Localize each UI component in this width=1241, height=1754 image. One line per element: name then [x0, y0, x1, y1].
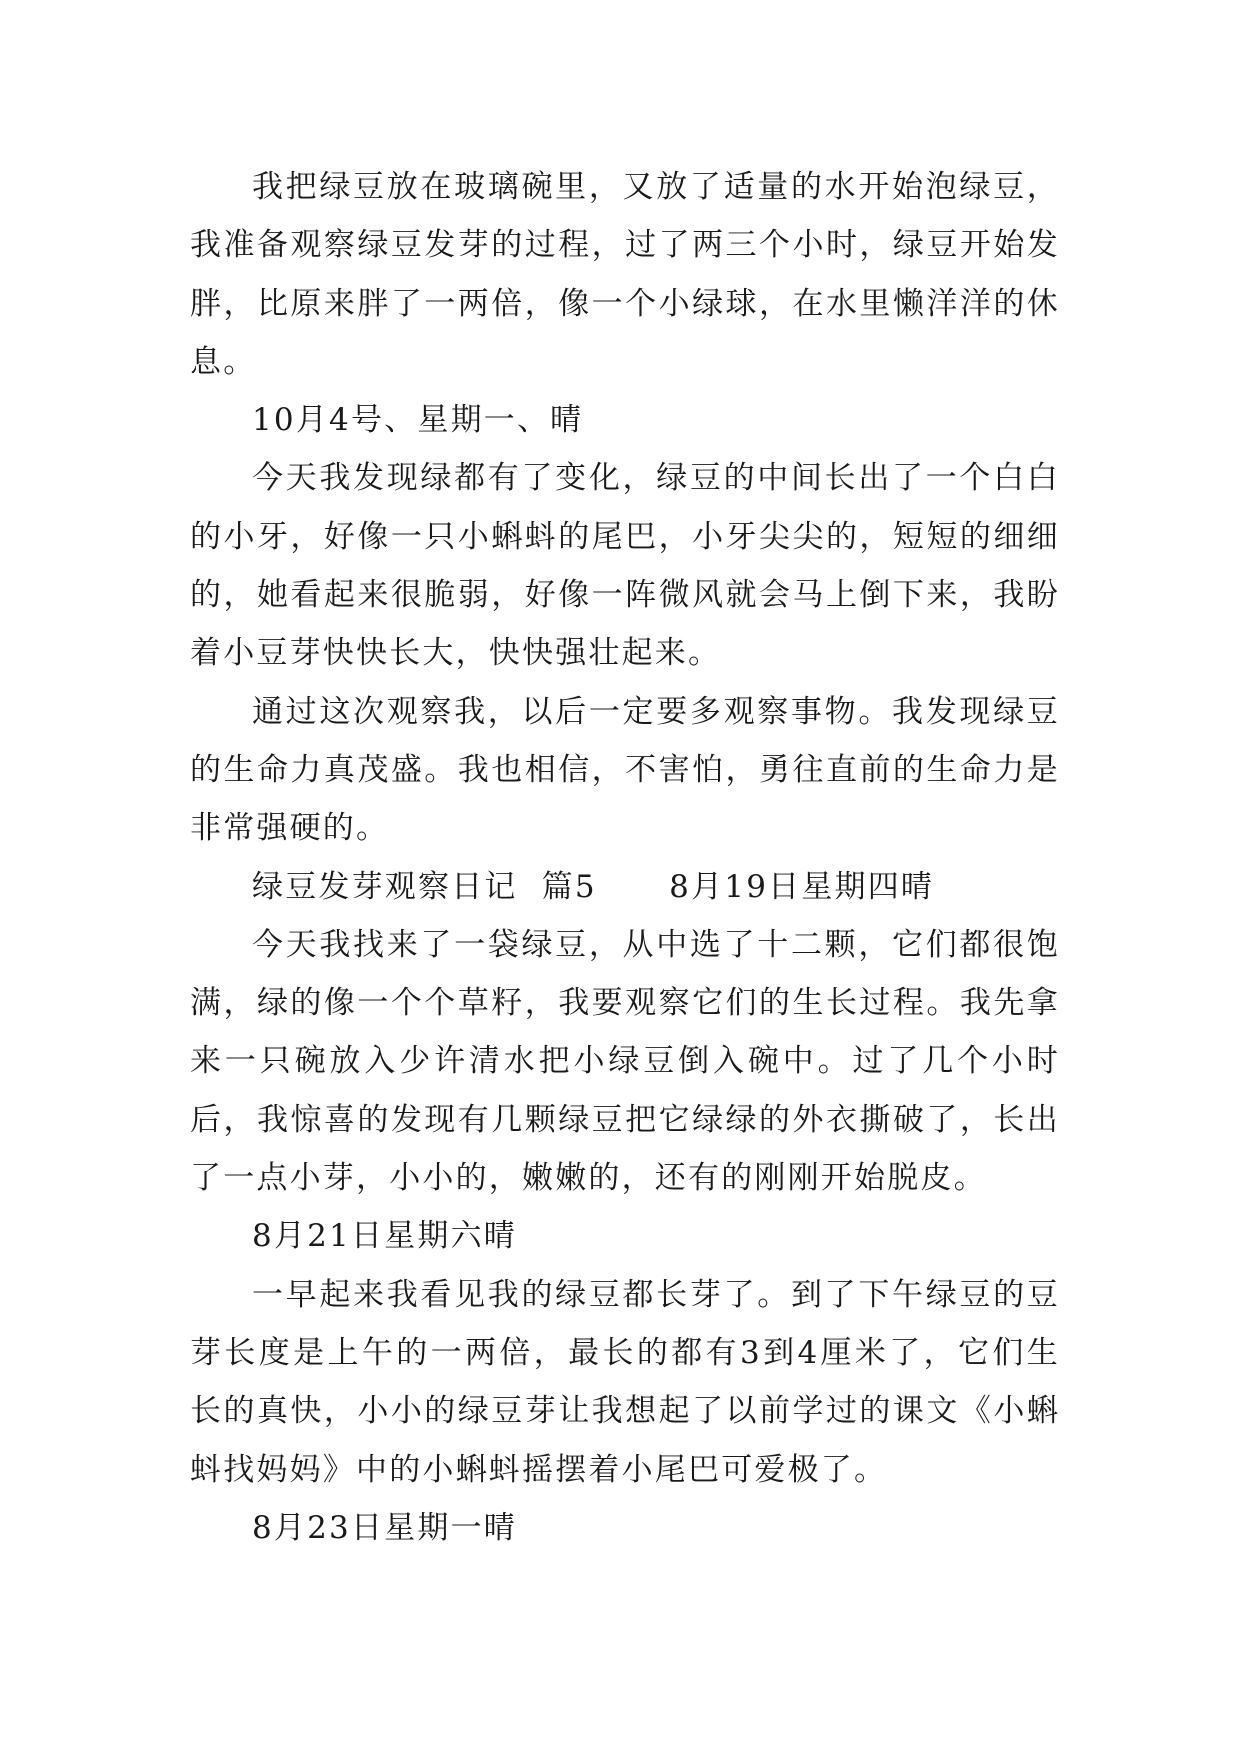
date-line-oct-4: 10月4号、星期一、晴 — [252, 402, 584, 439]
paragraph-sprout-appears: 今天我发现绿都有了变化，绿豆的中间长出了一个白白的小牙，好像一只小蝌蚪的尾巴，小牙尖尖的，短短的细细的，她看起来很脆弱，好像一阵微风就会马上倒下来，我盼着小豆芽快快长大，快快强壮起来。 — [190, 460, 1060, 672]
date-line-aug-21: 8月21日星期六晴 — [252, 1218, 517, 1255]
paragraph-aug-21: 一早起来我看见我的绿豆都长芽了。到了下午绿豆的豆芽长度是上午的一两倍，最长的都有3到4厘米了，它们生长的真快，小小的绿豆芽让我想起了以前学过的课文《小蝌蚪找妈妈》中的小蝌蚪摇摆着小尾巴可爱极了。 — [190, 1276, 1060, 1488]
date-line-aug-23: 8月23日星期一晴 — [252, 1509, 517, 1546]
section-heading-part-5: 绿豆发芽观察日记 篇5 8月19日星期四晴 — [252, 868, 935, 905]
paragraph-aug-19: 今天我找来了一袋绿豆，从中选了十二颗，它们都很饱满，绿的像一个个草籽，我要观察它们的生长过程。我先拿来一只碗放入少许清水把小绿豆倒入碗中。过了几个小时后，我惊喜的发现有几颗绿豆把它绿绿的外衣撕破了，长出了一点小芽，小小的，嫩嫩的，还有的刚刚开始脱皮。 — [190, 926, 1060, 1197]
document-body — [190, 158, 1060, 1557]
paragraph-soaking-beans: 我把绿豆放在玻璃碗里，又放了适量的水开始泡绿豆，我准备观察绿豆发芽的过程，过了两三个小时，绿豆开始发胖，比原来胖了一两倍，像一个小绿球，在水里懒洋洋的休息。 — [190, 169, 1060, 380]
paragraph-reflection: 通过这次观察我，以后一定要多观察事物。我发现绿豆的生命力真茂盛。我也相信，不害怕，勇往直前的生命力是非常强硬的。 — [190, 693, 1060, 847]
